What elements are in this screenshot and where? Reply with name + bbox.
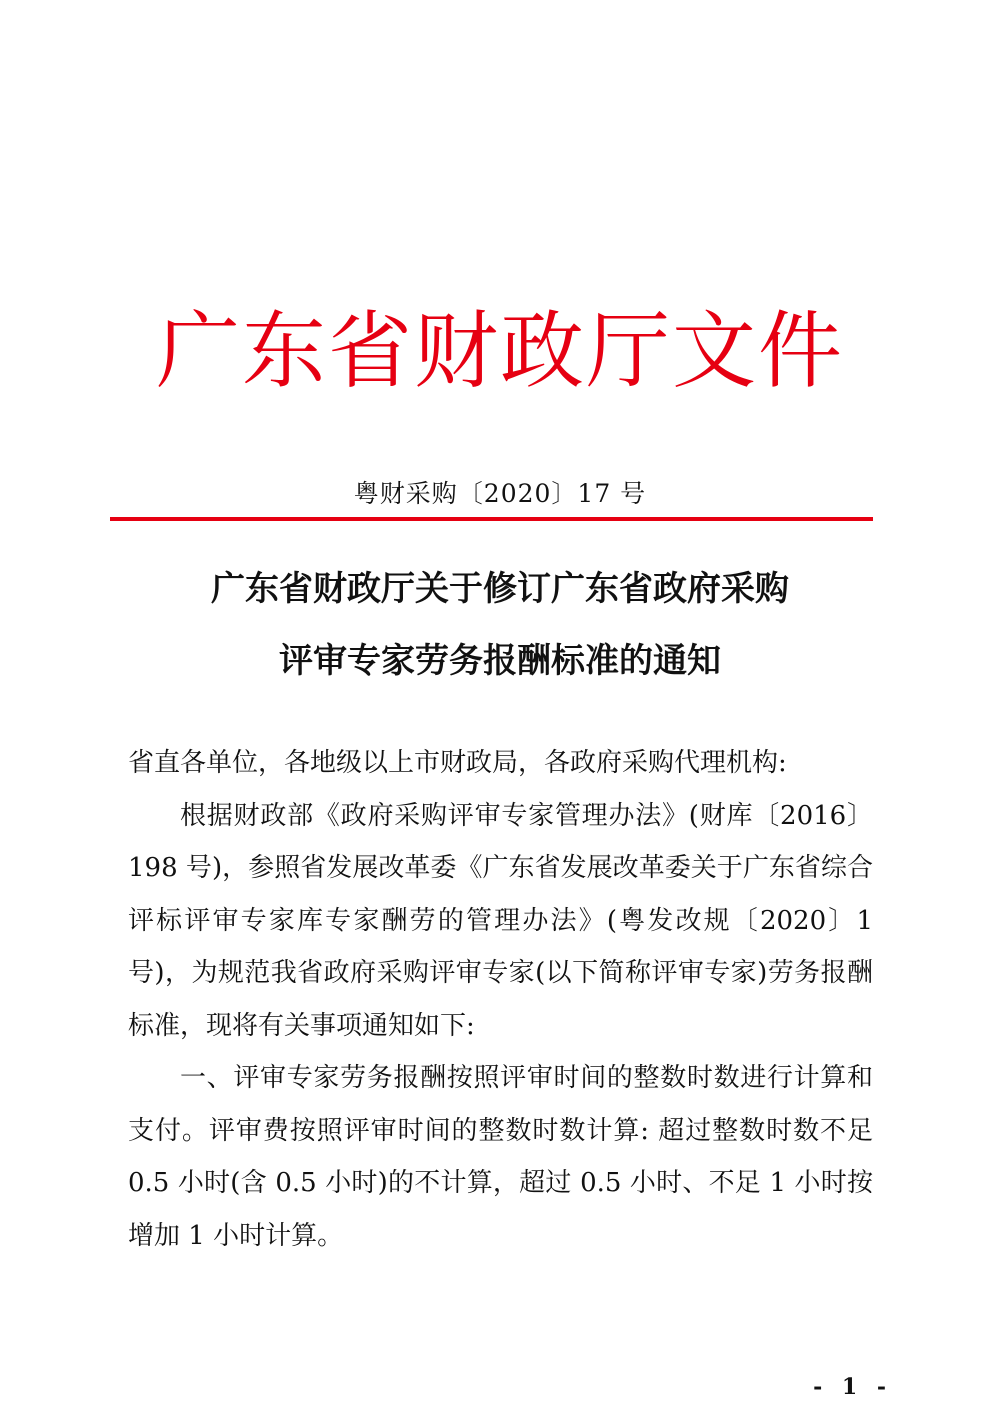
document-number: 粤财采购〔2020〕17 号 [353, 479, 647, 508]
paragraph-item-1: 一、评审专家劳务报酬按照评审时间的整数时数进行计算和支付。评审费按照评审时间的整数时数计算: 超过整数时数不足 0.5 小时(含 0.5 小时)的不计算，超过 0.5 小时、不足 1 小时按增加 1 小时计算。 [128, 1063, 873, 1251]
page-number: - 1 - [813, 1374, 892, 1400]
paragraph-intro: 根据财政部《政府采购评审专家管理办法》(财库〔2016〕198 号)，参照省发展改革委《广东省发展改革委关于广东省综合评标评审专家库专家酬劳的管理办法》(粤发改规〔2020〕1 号)，为规范我省政府采购评审专家(以下简称评审专家)劳务报酬标准，现将有关事项通知如下: [128, 800, 873, 1041]
notice-title-line-1: 广东省财政厅关于修订广东省政府采购 [211, 569, 789, 609]
red-divider-line [110, 517, 873, 521]
document-header-title: 广东省财政厅文件 [155, 302, 844, 400]
body-text [128, 737, 873, 1262]
notice-title-line-2: 评审专家劳务报酬标准的通知 [279, 641, 721, 681]
addressee-line: 省直各单位，各地级以上市财政局，各政府采购代理机构: [128, 748, 787, 778]
